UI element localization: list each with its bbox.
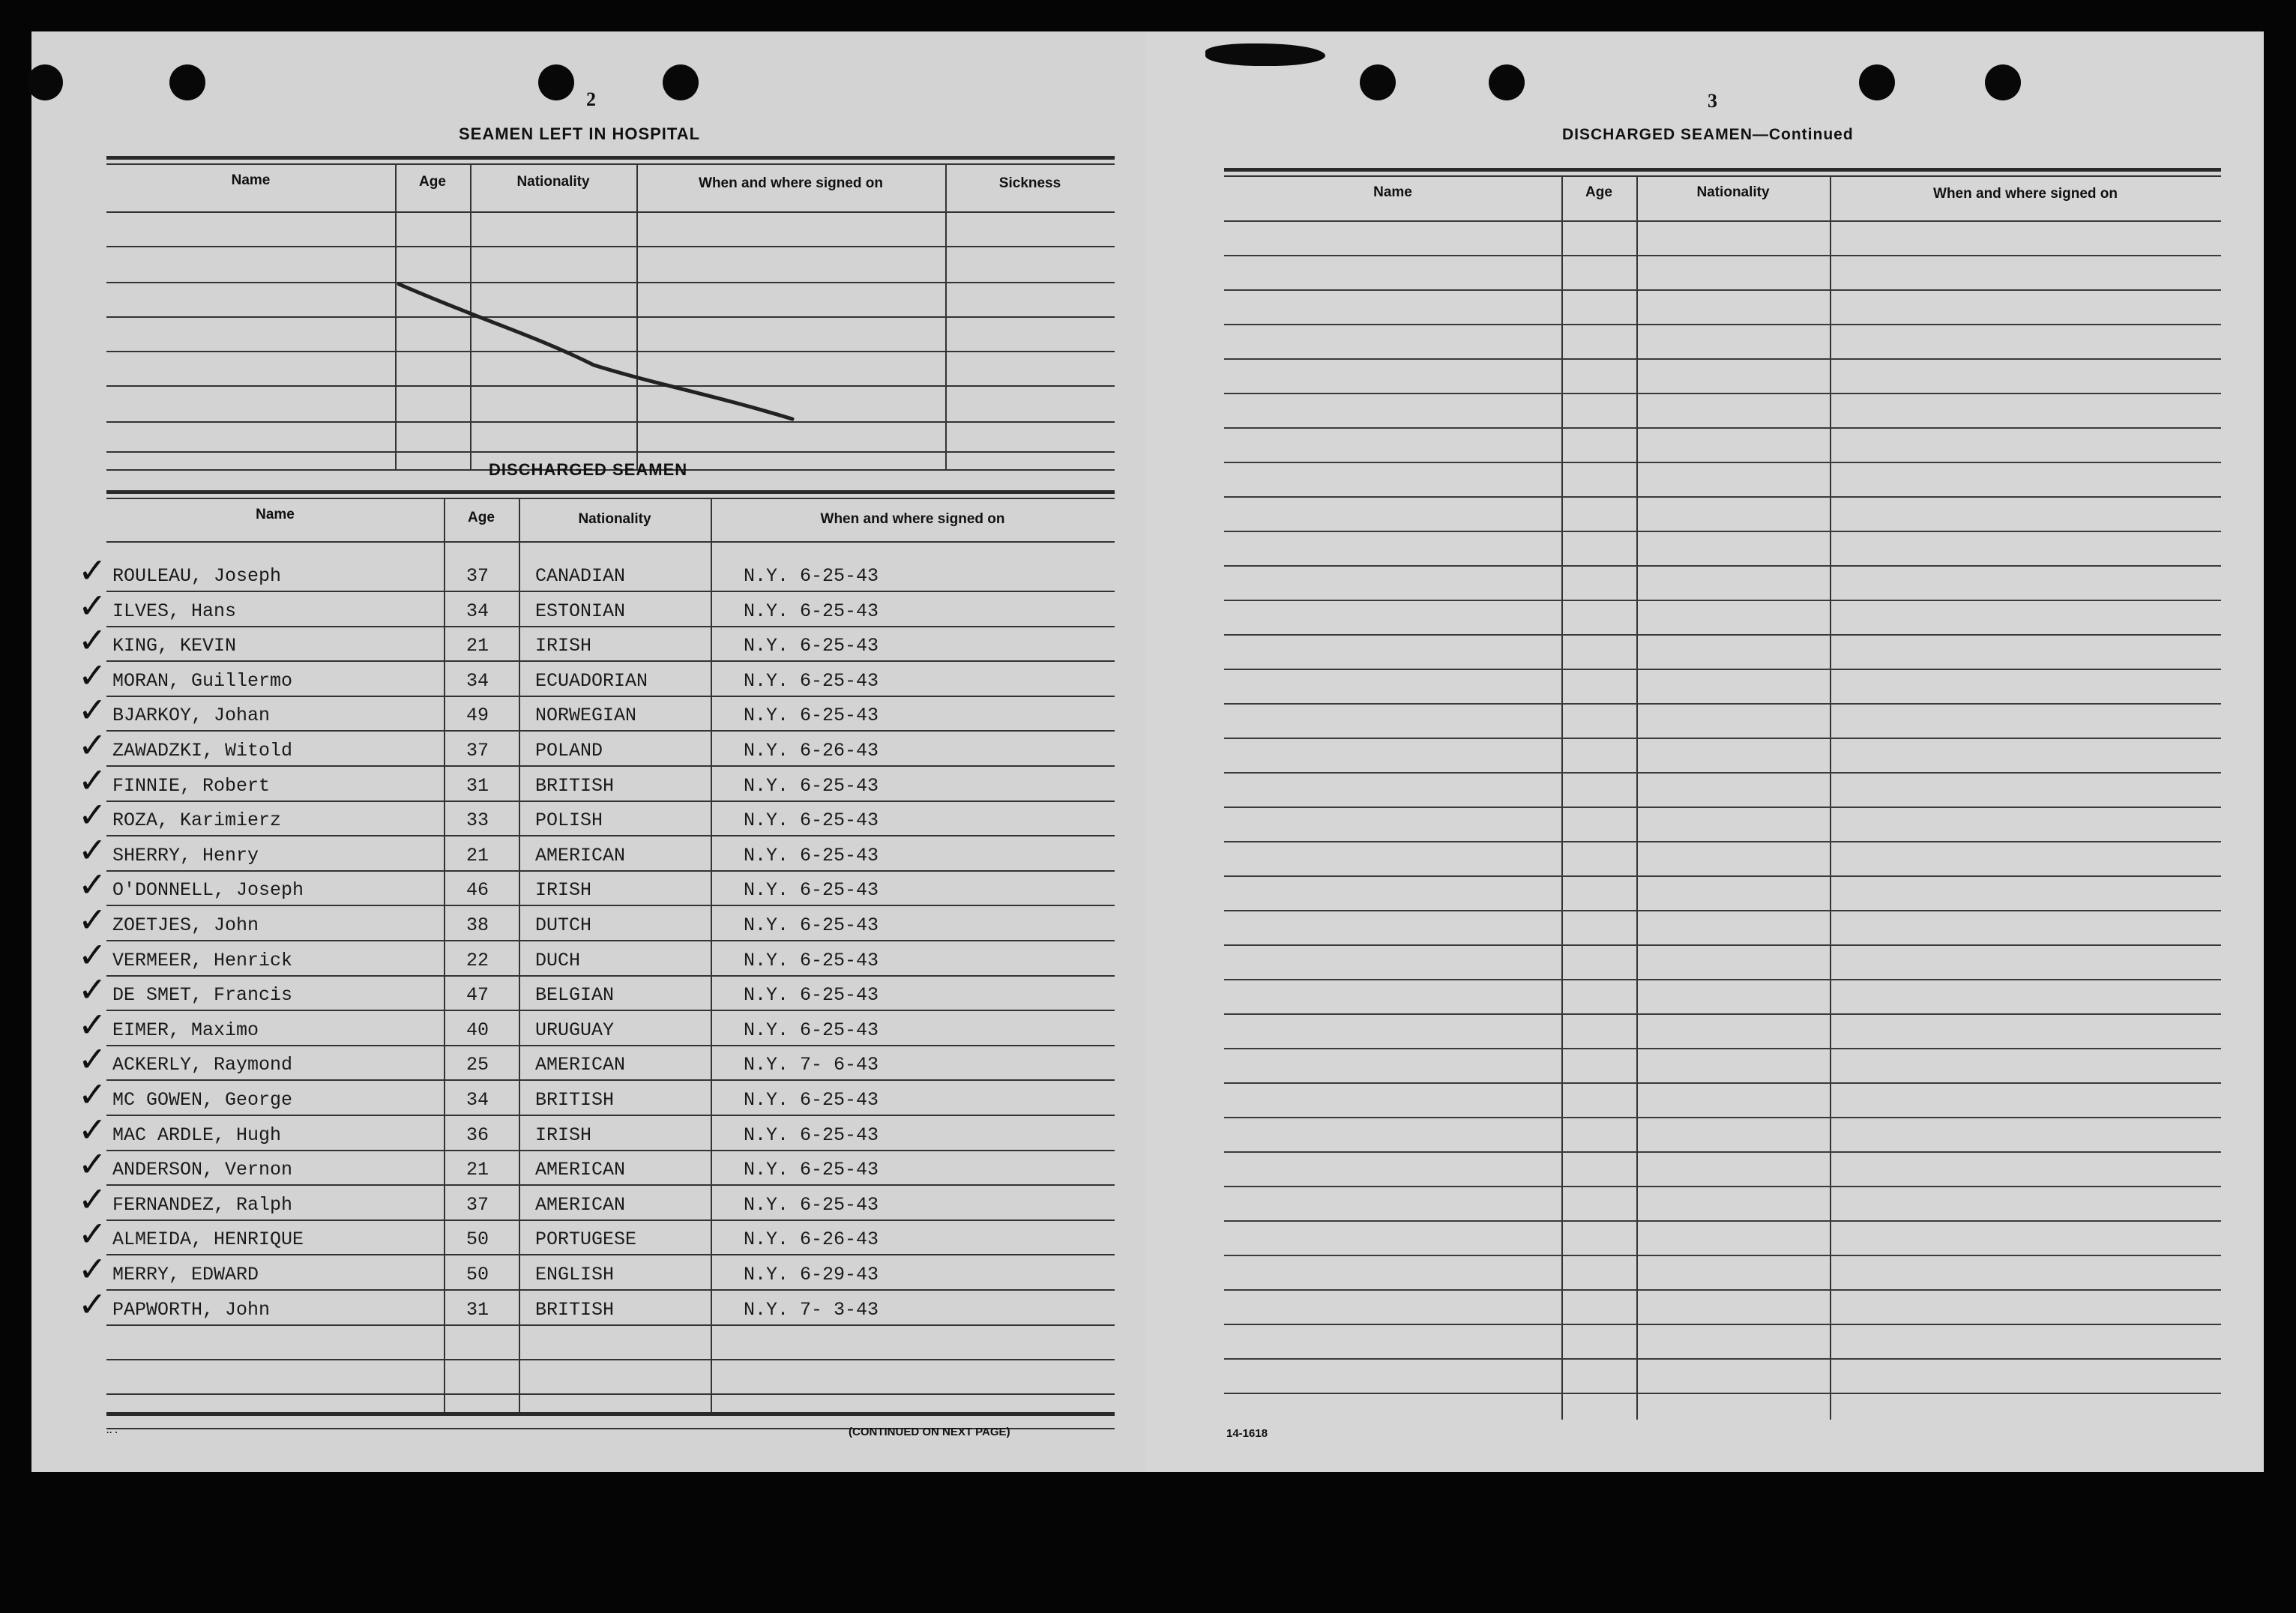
discharged-age-cell: 25 <box>466 1054 489 1076</box>
discharged-name-cell: FINNIE, Robert <box>112 775 271 797</box>
discharged-nationality-cell: ECUADORIAN <box>535 670 648 692</box>
discharged-nationality-cell: AMERICAN <box>535 1194 626 1216</box>
discharged-age-cell: 47 <box>466 984 489 1006</box>
discharged-age-cell: 40 <box>466 1019 489 1041</box>
discharged-name-cell: ALMEIDA, HENRIQUE <box>112 1228 304 1250</box>
checkmark-icon: ✓ <box>78 864 107 905</box>
discharged-signed-on-cell: N.Y. 6-25-43 <box>744 705 879 726</box>
discharged-age-cell: 31 <box>466 1299 489 1321</box>
discharged-signed-on-cell: N.Y. 6-25-43 <box>744 1019 879 1041</box>
discharged-nationality-cell: BRITISH <box>535 775 615 797</box>
discharged-nationality-cell: IRISH <box>535 879 592 901</box>
form-number: 14-1618 <box>1226 1427 1268 1440</box>
discharged-name-cell: ZAWADZKI, Witold <box>112 740 293 762</box>
discharged-section-title: DISCHARGED SEAMEN <box>489 460 688 479</box>
discharged-age-cell: 34 <box>466 1089 489 1111</box>
discharged-name-cell: FERNANDEZ, Ralph <box>112 1194 293 1216</box>
hospital-col-age: Age <box>419 174 446 190</box>
discharged-signed-on-cell: N.Y. 6-25-43 <box>744 950 879 971</box>
discharged-nationality-cell: NORWEGIAN <box>535 705 637 726</box>
discharged-signed-on-cell: N.Y. 6-25-43 <box>744 845 879 866</box>
discharged-name-cell: KING, KEVIN <box>112 635 237 657</box>
discharged-name-cell: ROZA, Karimierz <box>112 809 282 831</box>
hospital-col-sickness: Sickness <box>998 175 1061 191</box>
discharged-age-cell: 37 <box>466 1194 489 1216</box>
discharged-age-cell: 31 <box>466 775 489 797</box>
discharged-name-cell: VERMEER, Henrick <box>112 950 293 971</box>
discharged-name-cell: ROULEAU, Joseph <box>112 565 282 587</box>
pen-strike-mark <box>369 253 804 432</box>
discharged-nationality-cell: CANADIAN <box>535 565 626 587</box>
discharged-signed-on-cell: N.Y. 6-25-43 <box>744 984 879 1006</box>
right-col-name: Name <box>1373 184 1412 200</box>
checkmark-icon: ✓ <box>78 1179 107 1219</box>
checkmark-icon: ✓ <box>78 725 107 765</box>
discharged-signed-on-cell: N.Y. 6-25-43 <box>744 1124 879 1146</box>
discharged-signed-on-cell: N.Y. 7- 3-43 <box>744 1299 879 1321</box>
discharged-nationality-cell: URUGUAY <box>535 1019 615 1041</box>
discharged-nationality-cell: POLISH <box>535 809 603 831</box>
checkmark-icon: ✓ <box>78 585 107 626</box>
discharged-signed-on-cell: N.Y. 6-25-43 <box>744 914 879 936</box>
discharged-signed-on-cell: N.Y. 6-26-43 <box>744 740 879 762</box>
discharged-age-cell: 50 <box>466 1228 489 1250</box>
discharged-nationality-cell: DUTCH <box>535 914 592 936</box>
discharged-age-cell: 36 <box>466 1124 489 1146</box>
discharged-nationality-cell: POLAND <box>535 740 603 762</box>
torn-edge <box>1205 43 1325 66</box>
discharged-signed-on-cell: N.Y. 6-25-43 <box>744 879 879 901</box>
continued-footer: (CONTINUED ON NEXT PAGE) <box>849 1426 1010 1438</box>
checkmark-icon: ✓ <box>78 830 107 870</box>
discharged-name-cell: ANDERSON, Vernon <box>112 1159 293 1181</box>
discharged-signed-on-cell: N.Y. 6-25-43 <box>744 1159 879 1181</box>
discharged-age-cell: 21 <box>466 845 489 866</box>
hospital-section-title: SEAMEN LEFT IN HOSPITAL <box>459 124 701 143</box>
discharged-age-cell: 49 <box>466 705 489 726</box>
checkmark-icon: ✓ <box>78 1039 107 1079</box>
punch-hole <box>1489 64 1525 100</box>
discharged-name-cell: SHERRY, Henry <box>112 845 259 866</box>
punch-hole <box>1859 64 1895 100</box>
discharged-name-cell: PAPWORTH, John <box>112 1299 271 1321</box>
discharged-name-cell: BJARKOY, Johan <box>112 705 271 726</box>
checkmark-icon: ✓ <box>78 760 107 801</box>
checkmark-icon: ✓ <box>78 795 107 835</box>
discharged-name-cell: DE SMET, Francis <box>112 984 293 1006</box>
discharged-signed-on-cell: N.Y. 6-25-43 <box>744 775 879 797</box>
discharged-nationality-cell: AMERICAN <box>535 1054 626 1076</box>
discharged-nationality-cell: IRISH <box>535 635 592 657</box>
right-col-nationality: Nationality <box>1696 184 1770 200</box>
discharged-name-cell: ACKERLY, Raymond <box>112 1054 293 1076</box>
discharged-name-cell: MERRY, EDWARD <box>112 1264 259 1285</box>
page-number: 3 <box>1708 90 1717 112</box>
discharged-col-age: Age <box>468 510 495 525</box>
discharged-age-cell: 34 <box>466 670 489 692</box>
hospital-col-name: Name <box>231 172 271 188</box>
discharged-signed-on-cell: N.Y. 6-25-43 <box>744 600 879 622</box>
punch-hole <box>663 64 699 100</box>
discharged-age-cell: 46 <box>466 879 489 901</box>
punch-hole <box>1985 64 2021 100</box>
discharged-age-cell: 37 <box>466 565 489 587</box>
left-page: 2 SEAMEN LEFT IN HOSPITAL Name Age Nationality When and where signed on Sickness DISCHARGED SEAMEN Name Age Nationality When and where signed on ✓ ROULEAU, Joseph 37 CANADIAN N.Y. 6-25-43 ✓ ILVES, Hans 34 ESTONIAN N.Y. 6-25-43 ✓ KING, KEVIN 21 IRISH N.Y. 6-25-43 ✓ MORAN, Guillermo 34 ECUADORIAN N.Y. 6-25-43 ✓ BJARKOY, Johan 49 NORWEGIAN N.Y. 6-25-43 ✓ ZAWADZKI, Witold 37 POLAND N.Y. 6-26-43 ✓ FINNIE, Robert 31 BRITISH N.Y. 6-25-43 ✓ ROZA, Karimierz 33 POLISH N.Y. 6-25-43 ✓ SHERRY, Henry 21 AMERICAN N.Y. 6-25-43 ✓ O'DONNELL, Joseph 46 IRISH N.Y. 6-25-43 ✓ ZOETJES, John 38 DUTCH N.Y. 6-25-43 ✓ VERMEER, Henrick 22 DUCH N.Y. 6-25-43 ✓ DE SMET, Francis 47 BELGIAN N.Y. 6-25-43 ✓ EIMER, Maximo 40 URUGUAY N.Y. 6-25-43 ✓ ACKERLY, Raymond 25 AMERICAN N.Y. 7- 6-43 ✓ MC GOWEN, George 34 BRITISH N.Y. 6-25-43 ✓ MAC ARDLE, Hugh 36 IRISH N.Y. 6-25-43 ✓ ANDERSON, Vernon 21 AMERICAN N.Y. 6-25-43 ✓ FERNANDEZ, Ralph 37 AMERICAN N.Y. 6-25-43 ✓ ALMEIDA, HENRIQUE 50 PORTUGESE N.Y. 6-26-43 ✓ MERRY, EDWARD 50 ENGLISH N.Y. 6-29-43 ✓ PAPWORTH, John 31 BRITISH N.Y. 7- 3-43 ·· · (CONTINUED ON NEXT PAGE) <box>31 31 1154 1472</box>
discharged-age-cell: 37 <box>466 740 489 762</box>
discharged-signed-on-cell: N.Y. 6-26-43 <box>744 1228 879 1250</box>
checkmark-icon: ✓ <box>78 1109 107 1150</box>
page-number: 2 <box>586 88 596 110</box>
discharged-name-cell: MAC ARDLE, Hugh <box>112 1124 282 1146</box>
discharged-col-name: Name <box>256 507 295 522</box>
discharged-name-cell: EIMER, Maximo <box>112 1019 259 1041</box>
discharged-age-cell: 21 <box>466 635 489 657</box>
discharged-signed-on-cell: N.Y. 6-25-43 <box>744 635 879 657</box>
discharged-nationality-cell: AMERICAN <box>535 845 626 866</box>
checkmark-icon: ✓ <box>78 1249 107 1289</box>
punch-hole <box>169 64 205 100</box>
discharged-col-signed: When and where signed on <box>820 511 1005 527</box>
checkmark-icon: ✓ <box>78 1213 107 1254</box>
discharged-age-cell: 50 <box>466 1264 489 1285</box>
checkmark-icon: ✓ <box>78 1074 107 1115</box>
discharged-signed-on-cell: N.Y. 7- 6-43 <box>744 1054 879 1076</box>
checkmark-icon: ✓ <box>78 1144 107 1184</box>
discharged-nationality-cell: PORTUGESE <box>535 1228 637 1250</box>
checkmark-icon: ✓ <box>78 1004 107 1045</box>
discharged-signed-on-cell: N.Y. 6-25-43 <box>744 670 879 692</box>
discharged-age-cell: 34 <box>466 600 489 622</box>
discharged-nationality-cell: IRISH <box>535 1124 592 1146</box>
discharged-nationality-cell: BELGIAN <box>535 984 615 1006</box>
discharged-name-cell: O'DONNELL, Joseph <box>112 879 304 901</box>
checkmark-icon: ✓ <box>78 935 107 975</box>
discharged-signed-on-cell: N.Y. 6-25-43 <box>744 809 879 831</box>
punch-hole <box>27 64 63 100</box>
discharged-signed-on-cell: N.Y. 6-29-43 <box>744 1264 879 1285</box>
discharged-nationality-cell: ESTONIAN <box>535 600 626 622</box>
checkmark-icon: ✓ <box>78 655 107 696</box>
discharged-name-cell: MC GOWEN, George <box>112 1089 293 1111</box>
discharged-nationality-cell: ENGLISH <box>535 1264 615 1285</box>
discharged-age-cell: 38 <box>466 914 489 936</box>
discharged-nationality-cell: AMERICAN <box>535 1159 626 1181</box>
discharged-continued-title: DISCHARGED SEAMEN—Continued <box>1562 126 1854 143</box>
checkmark-icon: ✓ <box>78 690 107 730</box>
right-page <box>1145 31 2264 1472</box>
hospital-col-nationality: Nationality <box>516 174 590 190</box>
checkmark-icon: ✓ <box>78 899 107 940</box>
discharged-signed-on-cell: N.Y. 6-25-43 <box>744 1089 879 1111</box>
punch-hole <box>538 64 574 100</box>
discharged-name-cell: ILVES, Hans <box>112 600 237 622</box>
right-col-signed: When and where signed on <box>1933 186 2118 202</box>
discharged-age-cell: 22 <box>466 950 489 971</box>
discharged-nationality-cell: BRITISH <box>535 1299 615 1321</box>
discharged-name-cell: ZOETJES, John <box>112 914 259 936</box>
punch-hole <box>1360 64 1396 100</box>
right-col-age: Age <box>1585 184 1612 200</box>
checkmark-icon: ✓ <box>78 969 107 1010</box>
discharged-nationality-cell: DUCH <box>535 950 581 971</box>
discharged-age-cell: 33 <box>466 809 489 831</box>
discharged-nationality-cell: BRITISH <box>535 1089 615 1111</box>
hospital-col-signed: When and where signed on <box>699 175 883 191</box>
discharged-signed-on-cell: N.Y. 6-25-43 <box>744 1194 879 1216</box>
checkmark-icon: ✓ <box>78 1284 107 1324</box>
discharged-name-cell: MORAN, Guillermo <box>112 670 293 692</box>
discharged-col-nationality: Nationality <box>578 511 651 527</box>
discharged-age-cell: 21 <box>466 1159 489 1181</box>
checkmark-icon: ✓ <box>78 620 107 660</box>
discharged-signed-on-cell: N.Y. 6-25-43 <box>744 565 879 587</box>
checkmark-icon: ✓ <box>78 550 107 591</box>
